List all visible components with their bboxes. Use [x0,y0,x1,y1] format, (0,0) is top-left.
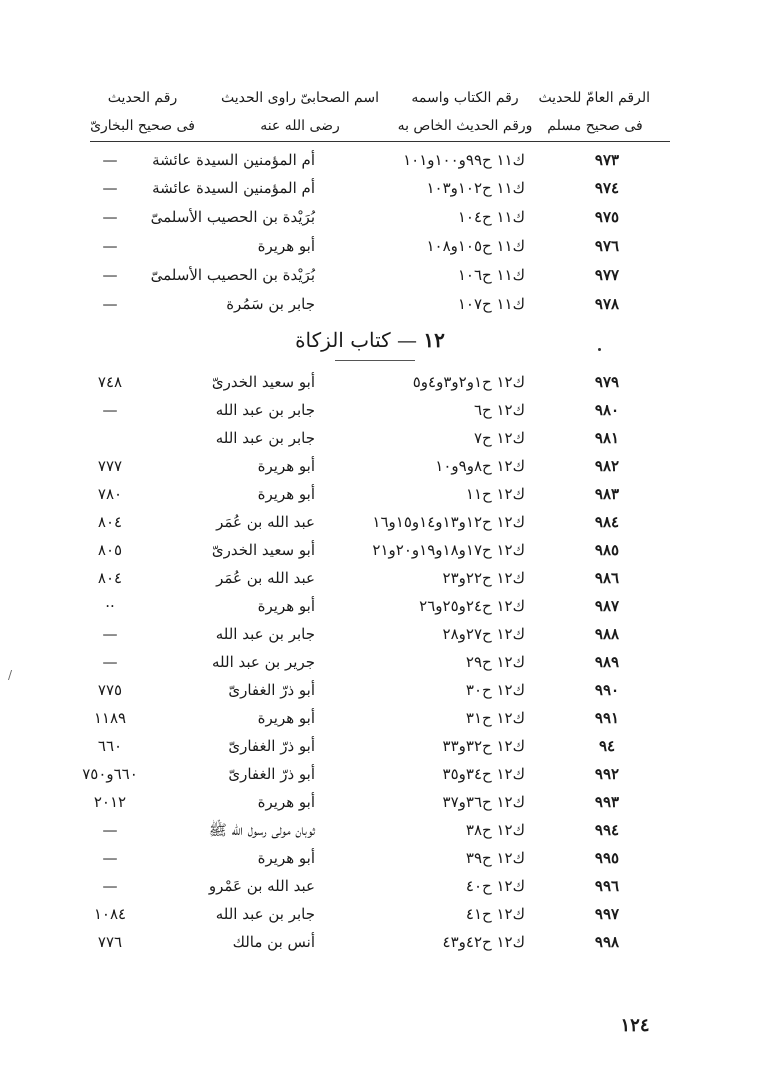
table-row [0,452,765,480]
narrator-cell: أبو سعيد الخدرىّ [211,541,315,559]
header-bukhari-line2: فى صحيح البخارىّ [90,118,195,134]
book-ref-cell: ك١٢ ح٤٢و٤٣ [442,933,525,951]
narrator-cell: أبو هريرة [257,457,315,475]
general-number-cell: ٩٩٥ [594,849,620,867]
book-ref-cell: ك١٢ ح١و٢و٣و٤و٥ [412,373,525,391]
narrator-cell: جابر بن عبد الله [215,905,315,923]
table-row [0,704,765,732]
bukhari-cell: — [102,237,118,255]
header-general-number [540,84,650,140]
narrator-cell: بُرَيْدة بن الحصيب الأسلمىّ [150,208,315,226]
general-number-cell: ٩٧٩ [594,373,620,391]
stray-dot [598,348,601,351]
general-number-cell: ٩٩٨ [594,933,620,951]
narrator-cell: أبو هريرة [257,849,315,867]
bukhari-cell: ٨٠٥ [97,541,123,559]
bukhari-cell: — [102,208,118,226]
book-ref-cell: ك١٢ ح١٧و١٨و١٩و٢٠و٢١ [372,541,525,559]
table-row [0,788,765,816]
bukhari-cell: — [102,653,118,671]
narrator-cell: أبو هريرة [257,237,315,255]
general-number-cell: ٩٧٧ [594,266,620,284]
general-number-cell: ٩٧٨ [594,295,620,313]
table-row [0,564,765,592]
book-ref-cell: ك١٢ ح١٢و١٣و١٤و١٥و١٦ [372,513,525,531]
narrator-cell: أم المؤمنين السيدة عائشة [152,151,315,169]
header-general-number-line2: فى صحيح مسلم [547,118,643,134]
narrator-cell: أبو هريرة [257,793,315,811]
general-number-cell: ٩٨٠ [594,401,620,419]
header-divider [90,141,670,142]
general-number-cell: ٩٨٦ [594,569,620,587]
bukhari-cell: — [102,295,118,313]
general-number-cell: ٩٩٦ [594,877,620,895]
bukhari-cell: ·· [105,597,115,615]
table-row [0,732,765,760]
header-narrator-line2: رضى الله عنه [260,118,340,134]
narrator-cell: أبو ذرّ الغفارىّ [228,737,315,755]
table-row [0,536,765,564]
narrator-cell: أبو هريرة [257,709,315,727]
general-number-cell: ٩٨٧ [594,597,620,615]
book-ref-cell: ك١٢ ح٣٠ [465,681,525,699]
header-general-number-line1: الرقم العامّ للحديث [538,90,650,106]
bukhari-cell: ٢٠١٢ [93,793,127,811]
bukhari-cell: ١١٨٩ [93,709,127,727]
bukhari-cell: ٧٧٧ [97,457,123,475]
book-ref-cell: ك١٢ ح٤١ [465,905,525,923]
bukhari-cell: — [102,266,118,284]
table-row [0,290,765,318]
narrator-cell: أبو هريرة [257,485,315,503]
table-row [0,480,765,508]
narrator-cell: ثوبان مولى رسول الله ﷺ [208,821,315,839]
general-number-cell: ٩٧٥ [594,208,620,226]
bukhari-cell: — [102,849,118,867]
general-number-cell: ٩٧٦ [594,237,620,255]
header-bukhari-line1: رقم الحديث [107,90,178,106]
table-row [0,844,765,872]
margin-tick: / [8,668,13,682]
table-row [0,872,765,900]
bukhari-cell: ٧٧٥ [97,681,123,699]
book-ref-cell: ك١٢ ح٧ [473,429,525,447]
narrator-cell: عبد الله بن عُمَر [216,513,315,531]
bukhari-cell: ٧٧٦ [97,933,123,951]
book-ref-cell: ك١٢ ح٨و٩و١٠ [435,457,525,475]
book-ref-cell: ك١١ ح١٠٧ [457,295,525,313]
general-number-cell: ٩٨٥ [594,541,620,559]
header-book-number-line1: رقم الكتاب واسمه [411,90,519,106]
general-number-cell: ٩٧٤ [594,179,620,197]
book-ref-cell: ك١١ ح٩٩و١٠٠و١٠١ [403,151,525,169]
book-ref-cell: ك١٢ ح٢٢و٢٣ [442,569,525,587]
bukhari-cell: — [102,877,118,895]
table-row [0,760,765,788]
narrator-cell: أبو هريرة [257,597,315,615]
narrator-cell: أبو ذرّ الغفارىّ [228,765,315,783]
book-ref-cell: ك١٢ ح٣٨ [465,821,525,839]
bukhari-cell: ٨٠٤ [97,569,123,587]
general-number-cell: ٩٤ [598,737,616,755]
general-number-cell: ٩٧٣ [594,151,620,169]
table-row [0,928,765,956]
book-ref-cell: ك١١ ح١٠٢و١٠٣ [426,179,525,197]
general-number-cell: ٩٩١ [594,709,620,727]
narrator-cell: عبد الله بن عَمْرو [208,877,315,895]
bukhari-cell: ٧٨٠ [97,485,123,503]
table-row [0,508,765,536]
section-heading [250,323,490,357]
section-underline [335,360,415,361]
general-number-cell: ٩٨١ [594,429,620,447]
book-ref-cell: ك١١ ح١٠٤ [457,208,525,226]
header-bukhari-number [80,84,205,140]
table-row [0,203,765,231]
table-row [0,368,765,396]
narrator-cell: جابر بن عبد الله [215,401,315,419]
table-row [0,261,765,289]
header-book-number [395,84,535,140]
narrator-cell: عبد الله بن عُمَر [216,569,315,587]
book-ref-cell: ك١٢ ح٣٩ [465,849,525,867]
narrator-cell: جابر بن عبد الله [215,625,315,643]
book-ref-cell: ك١٢ ح٦ [473,401,525,419]
table-row [0,146,765,174]
bukhari-cell: ٦٦٠ [97,737,123,755]
book-ref-cell: ك١٢ ح١١ [465,485,525,503]
general-number-cell: ٩٩٣ [594,793,620,811]
narrator-cell: بُرَيْدة بن الحصيب الأسلمىّ [150,266,315,284]
table-row [0,424,765,452]
narrator-cell: جابر بن عبد الله [215,429,315,447]
general-number-cell: ٩٨٣ [594,485,620,503]
table-row [0,620,765,648]
narrator-cell: أنس بن مالك [232,933,315,951]
general-number-cell: ٩٩٠ [594,681,620,699]
general-number-cell: ٩٩٢ [594,765,620,783]
bukhari-cell: ٨٠٤ [97,513,123,531]
table-row [0,592,765,620]
header-narrator [215,84,385,140]
header-narrator-line1: اسم الصحابىّ راوى الحديث [220,90,379,106]
narrator-cell: جرير بن عبد الله [212,653,315,671]
book-ref-cell: ك١٢ ح٣١ [465,709,525,727]
table-row [0,676,765,704]
book-ref-cell: ك١٢ ح٣٢و٣٣ [442,737,525,755]
page-number: ١٢٤ [620,1015,650,1036]
book-ref-cell: ك١٢ ح٣٤و٣٥ [442,765,525,783]
table-row [0,174,765,202]
book-ref-cell: ك١٢ ح٣٦و٣٧ [442,793,525,811]
book-ref-cell: ك١٢ ح٢٧و٢٨ [442,625,525,643]
general-number-cell: ٩٩٧ [594,905,620,923]
narrator-cell: أم المؤمنين السيدة عائشة [152,179,315,197]
bukhari-cell: ١٠٨٤ [93,905,127,923]
general-number-cell: ٩٨٩ [594,653,620,671]
general-number-cell: ٩٨٤ [594,513,620,531]
narrator-cell: أبو ذرّ الغفارىّ [228,681,315,699]
table-row [0,648,765,676]
book-ref-cell: ك١٢ ح٢٩ [465,653,525,671]
table-row [0,816,765,844]
table-row [0,900,765,928]
table-row [0,232,765,260]
table-row [0,396,765,424]
general-number-cell: ٩٨٢ [594,457,620,475]
book-ref-cell: ك١١ ح١٠٦ [457,266,525,284]
bukhari-cell: — [102,401,118,419]
book-ref-cell: ك١٢ ح٢٤و٢٥و٢٦ [419,597,525,615]
bukhari-cell: — [102,179,118,197]
bukhari-cell: ٧٤٨ [97,373,123,391]
general-number-cell: ٩٨٨ [594,625,620,643]
bukhari-cell: — [102,151,118,169]
bukhari-cell: ٦٦٠و٧٥٠ [82,765,138,783]
book-ref-cell: ك١١ ح١٠٥و١٠٨ [426,237,525,255]
bukhari-cell: — [102,625,118,643]
header-book-number-line2: ورقم الحديث الخاص به [397,118,533,134]
narrator-cell: جابر بن سَمُرة [226,295,315,313]
narrator-cell: أبو سعيد الخدرىّ [211,373,315,391]
bukhari-cell: — [102,821,118,839]
section-title-text: — كتاب الزكاة [295,328,418,352]
section-number: ١٢ [423,328,445,352]
book-ref-cell: ك١٢ ح٤٠ [465,877,525,895]
general-number-cell: ٩٩٤ [594,821,620,839]
